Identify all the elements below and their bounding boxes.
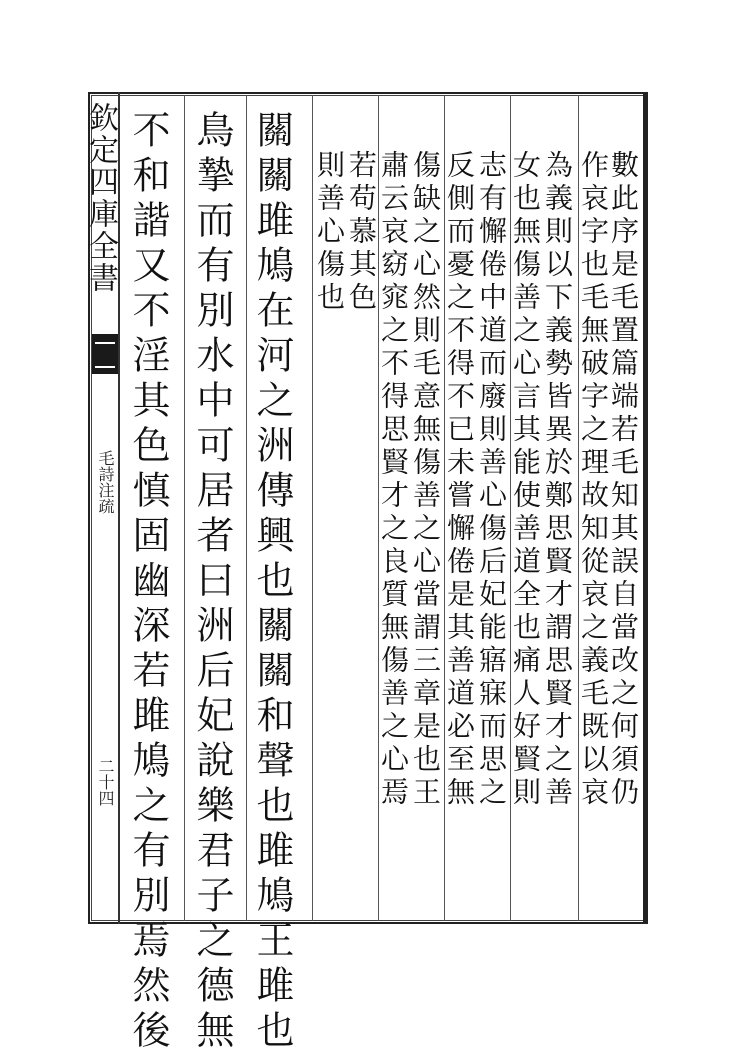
text-column-6: 反側而憂之不得不已未嘗懈倦是其善道必至無 bbox=[443, 150, 476, 810]
margin-divider bbox=[118, 92, 120, 924]
margin-folio-number: 二十四 bbox=[96, 758, 115, 806]
text-column-12: 鳥摯而有別水中可居者曰洲后妃說樂君子之德無 bbox=[190, 110, 234, 1055]
text-column-10: 則善心傷也 bbox=[313, 150, 346, 315]
text-column-2: 作哀字也毛無破字之理故知從哀之義毛既以哀 bbox=[577, 150, 610, 810]
margin-section-title: 毛詩注疏 bbox=[96, 450, 115, 514]
text-column-7: 傷缺之心然則毛意無傷善之心當謂三章是也王 bbox=[409, 150, 442, 810]
text-column-5: 志有懈倦中道而廢則善心傷后妃能寤寐而思之 bbox=[475, 150, 508, 810]
text-column-11: 關關雎鳩在河之洲傳興也關關和聲也雎鳩王雎也 bbox=[250, 110, 294, 1055]
text-column-3: 為義則以下義勢皆異於鄭思賢才謂思賢才之善 bbox=[541, 150, 574, 810]
text-column-13: 不和諧又不淫其色慎固幽深若雎鳩之有別焉然後 bbox=[126, 110, 170, 1055]
text-column-1: 數此序是毛置篇端若毛知其誤自當改之何須仍 bbox=[607, 150, 640, 810]
fishtail-mark-icon bbox=[92, 334, 118, 374]
text-column-9: 若苟慕其色 bbox=[345, 150, 378, 315]
text-column-8: 肅云哀窈窕之不得思賢才之良質無傷善之心焉 bbox=[377, 150, 410, 810]
margin-title: 欽定四庫全書 bbox=[83, 102, 118, 294]
column-divider bbox=[246, 95, 247, 921]
column-divider bbox=[184, 95, 185, 921]
frame-right-border bbox=[643, 92, 648, 924]
text-column-4: 女也無傷善之心言其能使善道全也痛人好賢則 bbox=[509, 150, 542, 810]
